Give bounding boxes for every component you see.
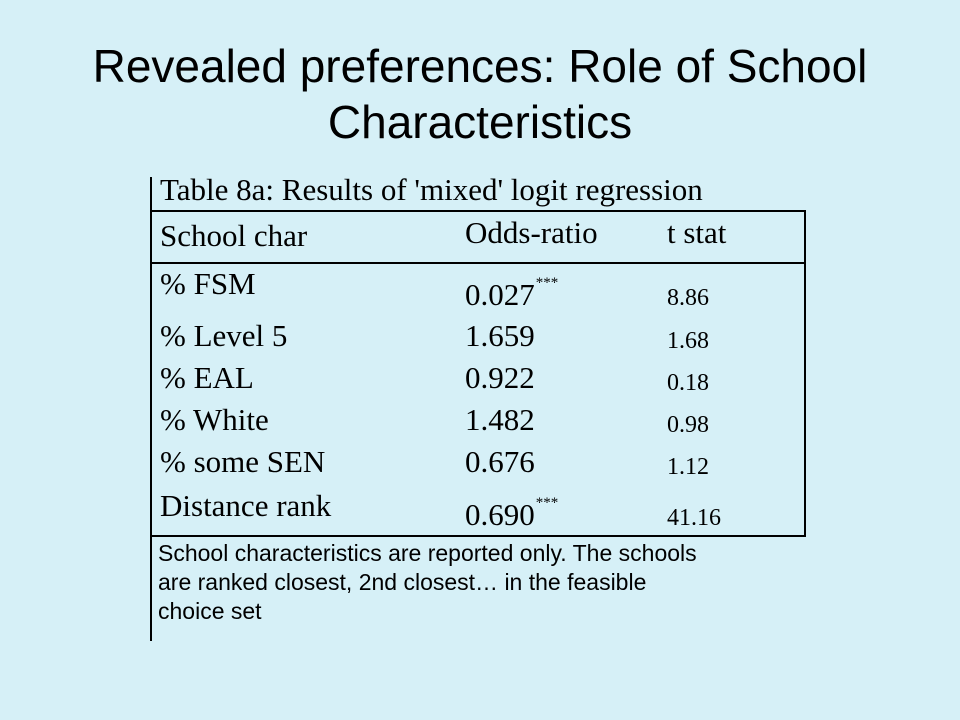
table-note-line: School characteristics are reported only. The schools — [158, 540, 697, 566]
table-note — [158, 539, 798, 626]
slide-title: Revealed preferences: Role of School Characteristics — [92, 40, 868, 148]
header-odds-ratio: Odds-ratio — [465, 215, 598, 250]
significance-marker: *** — [535, 275, 559, 291]
row-label-level5: % Level 5 — [160, 318, 288, 353]
row-t-white: 0.98 — [667, 412, 709, 438]
table-note-line: choice set — [158, 598, 262, 624]
table-left-border — [150, 177, 152, 641]
significance-marker: *** — [535, 495, 559, 511]
row-t-sen: 1.12 — [667, 454, 709, 480]
table-caption: Table 8a: Results of 'mixed' logit regression — [160, 172, 703, 207]
header-t-stat: t stat — [667, 215, 727, 250]
table-top-rule — [150, 210, 806, 212]
row-label-sen: % some SEN — [160, 444, 326, 479]
row-t-level5: 1.68 — [667, 328, 709, 354]
row-label-fsm: % FSM — [160, 266, 256, 301]
row-odds-level5: 1.659 — [465, 318, 535, 353]
row-label-distance-rank: Distance rank — [160, 488, 332, 523]
row-odds-eal: 0.922 — [465, 360, 535, 395]
row-odds-fsm: 0.027*** — [465, 275, 559, 312]
row-odds-sen: 0.676 — [465, 444, 535, 479]
row-t-fsm: 8.86 — [667, 285, 709, 311]
row-t-eal: 0.18 — [667, 370, 709, 396]
table-header-rule — [150, 262, 806, 264]
row-odds-distance-rank: 0.690*** — [465, 495, 559, 532]
table-bottom-rule — [150, 535, 806, 537]
table-note-line: are ranked closest, 2nd closest… in the feasible — [158, 569, 647, 595]
table-right-border — [804, 210, 806, 537]
row-label-eal: % EAL — [160, 360, 254, 395]
row-label-white: % White — [160, 402, 269, 437]
header-school-char: School char — [160, 218, 308, 253]
regression-table-image — [150, 165, 808, 645]
row-odds-white: 1.482 — [465, 402, 535, 437]
row-t-distance-rank: 41.16 — [667, 505, 721, 531]
